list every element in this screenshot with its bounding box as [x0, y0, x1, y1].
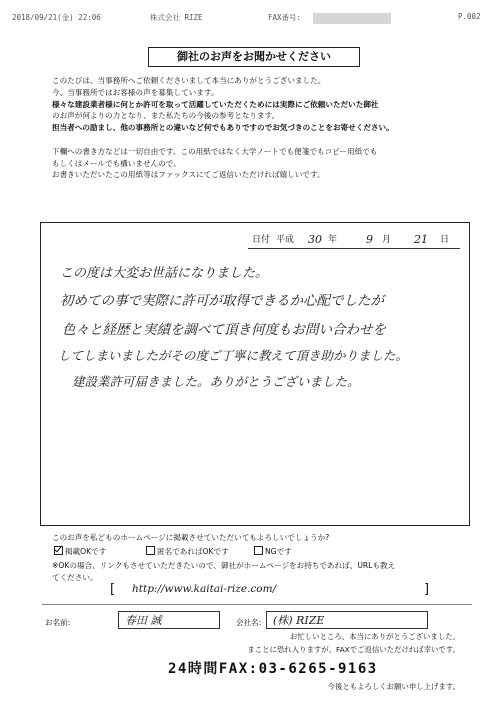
date-day: 21 [414, 233, 428, 246]
name-value: 春田 誠 [125, 614, 162, 627]
url-field[interactable] [110, 584, 430, 598]
handwritten-line: この度は大変お世話になりました。 [60, 266, 269, 281]
date-month-unit: 月 [382, 235, 392, 245]
closing-request: まことに恐れ入りますが、FAXでご返信いただければ幸いです。 [247, 645, 460, 654]
intro-line: 様々な建設業者様に何とか許可を取って活躍していただくためには実際にご依頼いただいた御社 [52, 99, 379, 109]
intro-line: お書きいただいたこの用紙等はファックスにてご返信いただければ嬉しいです。 [52, 170, 325, 180]
url-bracket-close: ] [424, 582, 430, 597]
intro-line: このたびは、当事務所へご依頼くださいまして本当にありがとうございました。 [52, 76, 326, 85]
date-year-unit: 年 [328, 235, 338, 245]
option-publish-ok[interactable] [54, 546, 106, 557]
handwritten-line: 初めての事で実際に許可が取得できるか心配でしたが [60, 293, 384, 309]
form-title: 御社のお声をお聞かせください [148, 47, 360, 67]
url-note [52, 560, 477, 583]
company-field[interactable] [266, 611, 428, 629]
closing-thanks: お忙しいところ、本当にありがとうございました。 [290, 632, 460, 641]
fax-number-label: FAX番号: [268, 13, 302, 22]
date-row[interactable] [248, 232, 460, 249]
intro-line: のお声が何よりの力となり、また私たちの今後の参考となります。 [52, 111, 280, 121]
checkbox-checked[interactable] [54, 546, 63, 555]
url-value: http://www.kaitai-rize.com/ [132, 583, 277, 595]
intro-line: 今、当事務所ではお客様の声を募集しています。 [52, 87, 219, 97]
fax-company: 株式会社 RIZE [150, 13, 203, 22]
fax-page: P.002 [458, 12, 481, 21]
divider [42, 604, 472, 605]
intro-line: もしくはメールでも構いませんので。 [52, 158, 181, 168]
date-year: 30 [308, 233, 322, 246]
option-label: 掲載OKです [65, 547, 107, 556]
company-value: (株) RIZE [273, 614, 325, 627]
checkbox[interactable] [254, 546, 263, 555]
company-label: 会社名: [236, 618, 262, 627]
permission-question: このお声を私どものホームページに掲載させていただいてもよろしいでしょうか? [52, 533, 330, 542]
url-note-line: てください。 [52, 572, 98, 582]
fax-header [0, 12, 500, 26]
intro-text [52, 75, 472, 181]
date-day-unit: 日 [440, 235, 450, 245]
redacted-fax-number [313, 13, 391, 24]
date-label: 日付 [252, 235, 271, 245]
date-era: 平成 [276, 235, 295, 245]
url-note-line: ※OKの場合、リンクもさせていただきたいので、御社がホームページをお持ちであれば、URLも教え [52, 561, 396, 570]
closing-regards: 今後ともよろしくお願い申し上げます。 [327, 682, 460, 691]
handwritten-line: 建設業許可届きました。ありがとうございました。 [72, 374, 360, 389]
handwritten-line: してしまいましたがその度ご丁寧に教えて頂き助かりました。 [58, 348, 409, 363]
option-ng[interactable] [254, 546, 292, 557]
fax-datetime: 2018/09/21(金) 22:06 [12, 13, 101, 22]
fax-number: 24時間FAX:03-6265-9163 [168, 661, 378, 677]
date-month: 9 [366, 233, 373, 246]
checkbox[interactable] [146, 546, 155, 555]
intro-spacer [52, 134, 472, 146]
name-label: お名前: [45, 618, 71, 627]
name-field[interactable] [118, 611, 220, 629]
option-label: NGです [265, 547, 292, 556]
url-bracket-open: [ [110, 582, 116, 597]
option-label: 匿名であればOKです [157, 547, 229, 556]
option-anonymous-ok[interactable] [146, 546, 229, 557]
intro-line: 担当者への励まし、他の事務所との違いなど何でもありですのでお気づきのことをお寄せください。 [52, 123, 394, 133]
handwritten-line: 色々と経歴と実績を調べて頂き何度もお問い合わせを [62, 322, 386, 338]
intro-line: 下欄への書き方などは一切自由です。この用紙ではなく大学ノートでも便箋でもコピー用紙でも [52, 146, 378, 156]
